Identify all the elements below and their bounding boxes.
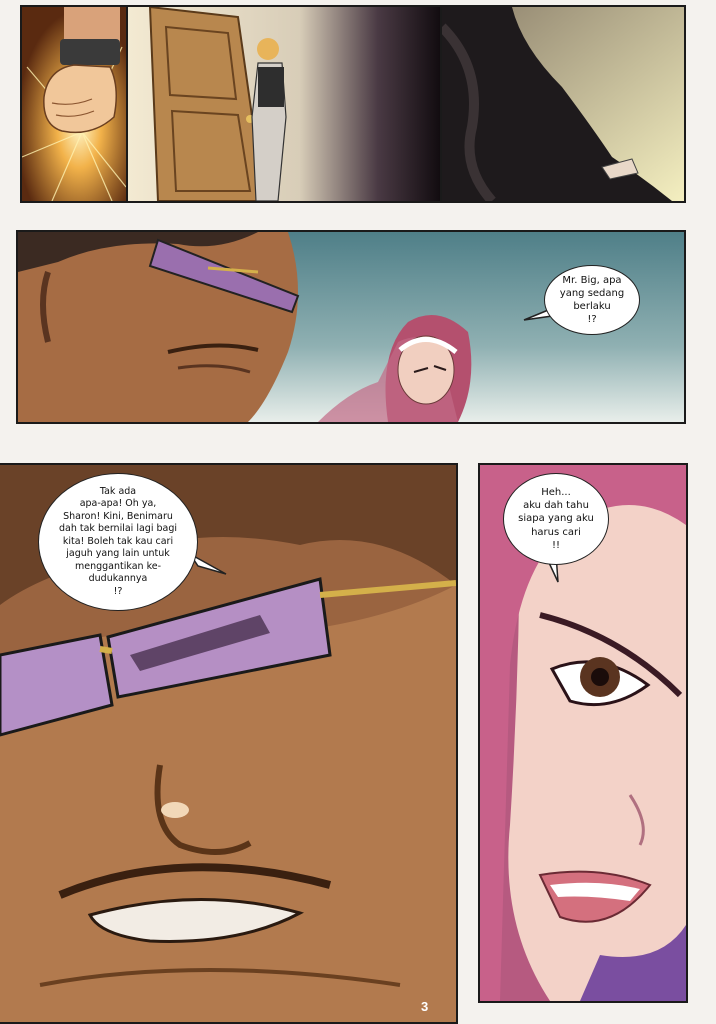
speech-text: Mr. Big, apa yang sedang berlaku !? <box>559 274 625 326</box>
panel-door <box>126 5 442 203</box>
fist-glow-icon <box>22 7 126 201</box>
speech-text: Tak ada apa-apa! Oh ya, Sharon! Kini, Benimaru dah tak bernilai lagi bagi kita! Boleh tak kau cari jaguh yang lain untuk menggantikan ke- dudukannya !? <box>58 485 178 597</box>
speech-bubble-sharon-question <box>544 265 640 335</box>
page-number: 3 <box>421 999 429 1014</box>
speech-text: Heh... aku dah tahu siapa yang aku harus cari !! <box>518 487 594 551</box>
panel-shadow <box>440 5 686 203</box>
shadow-wall-icon <box>442 7 684 201</box>
panel-fist <box>20 5 128 203</box>
door-figure-icon <box>128 7 440 201</box>
speech-bubble-sharon-reply <box>503 473 609 565</box>
speech-bubble-mrbig-reply <box>38 473 198 611</box>
